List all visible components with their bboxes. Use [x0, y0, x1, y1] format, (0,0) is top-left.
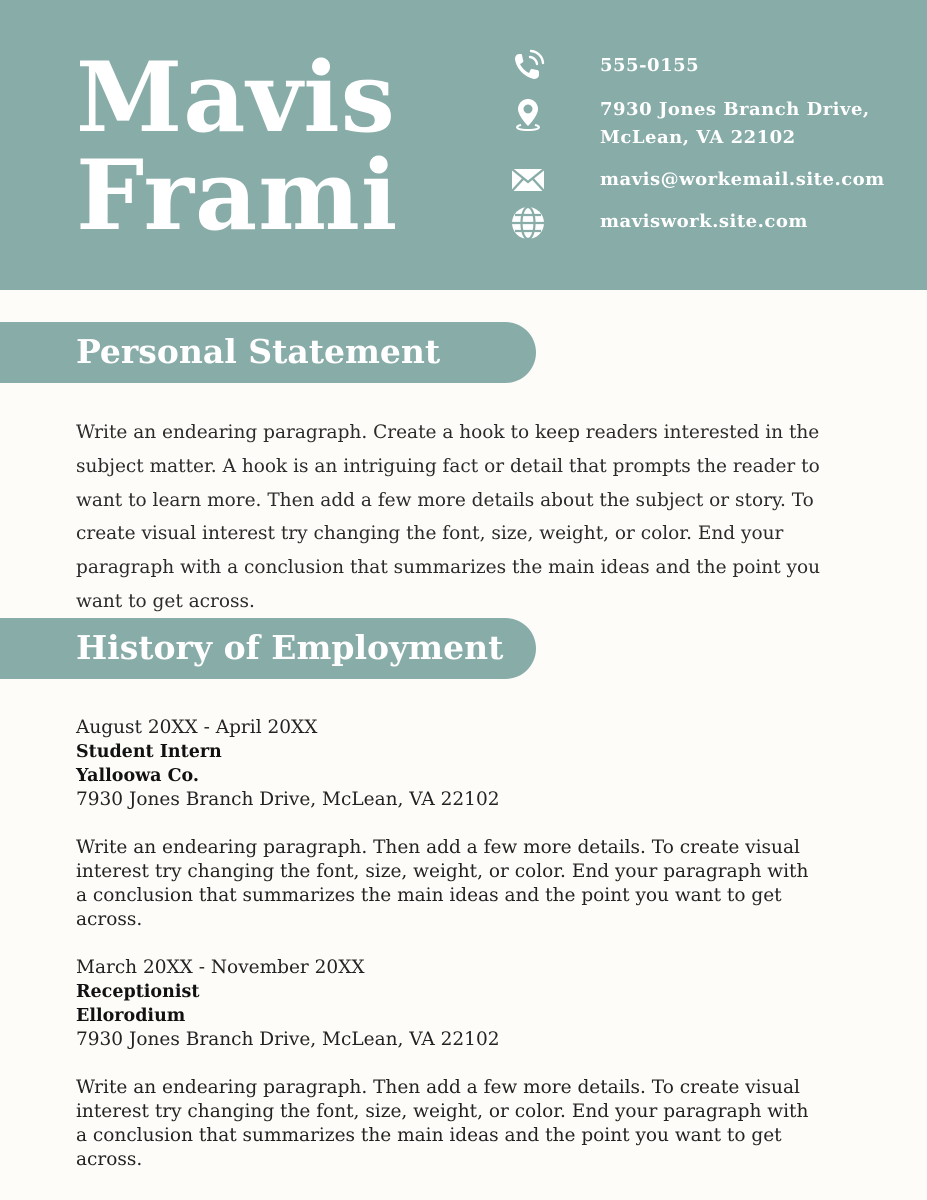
address-line1: 7930 Jones Branch Drive,	[600, 99, 870, 120]
envelope-icon	[510, 162, 546, 198]
employment-title: History of Employment	[76, 628, 504, 667]
email-address: mavis@workemail.site.com	[600, 169, 885, 190]
job-company: Yalloowa Co.	[76, 766, 199, 786]
job-dates: March 20XX - November 20XX	[76, 957, 365, 978]
website-url: maviswork.site.com	[600, 211, 808, 232]
job-description: Write an endearing paragraph. Then add a few more details. To create visual interest try changing the font, size, weight, or color. End your paragraph with a conclusion that summarizes the main ideas and the point you want to get across.	[76, 837, 809, 930]
job-description: Write an endearing paragraph. Then add a few more details. To create visual interest try changing the font, size, weight, or color. End your paragraph with a conclusion that summarizes the main ideas and the point you want to get across.	[76, 1077, 809, 1170]
personal-statement-title: Personal Statement	[76, 332, 441, 371]
personal-statement-header	[0, 322, 536, 383]
job-address: 7930 Jones Branch Drive, McLean, VA 22102	[76, 789, 500, 810]
address-line2: McLean, VA 22102	[600, 127, 796, 148]
personal-statement-body: Write an endearing paragraph. Create a hook to keep readers interested in the subject matter. A hook is an intriguing fact or detail that prompts the reader to want to learn more. Then add a few more details about the subject or story. To create visual interest try changing the font, size, weight, or color. End your paragraph with a conclusion that summarizes the main ideas and the point you want to get across.	[76, 422, 821, 612]
location-pin-icon	[510, 96, 546, 132]
job-role: Student Intern	[76, 742, 222, 762]
last-name: Frami	[76, 139, 399, 252]
header-banner	[0, 0, 927, 290]
job-company: Ellorodium	[76, 1006, 186, 1026]
job-entry	[76, 716, 836, 932]
job-dates: August 20XX - April 20XX	[76, 717, 318, 738]
job-entry	[76, 956, 836, 1172]
globe-icon	[510, 205, 546, 241]
phone-icon	[510, 48, 546, 84]
job-address: 7930 Jones Branch Drive, McLean, VA 22102	[76, 1029, 500, 1050]
phone-number: 555-0155	[600, 55, 700, 76]
first-name: Mavis	[76, 41, 396, 154]
job-role: Receptionist	[76, 982, 200, 1002]
employment-header	[0, 618, 536, 679]
